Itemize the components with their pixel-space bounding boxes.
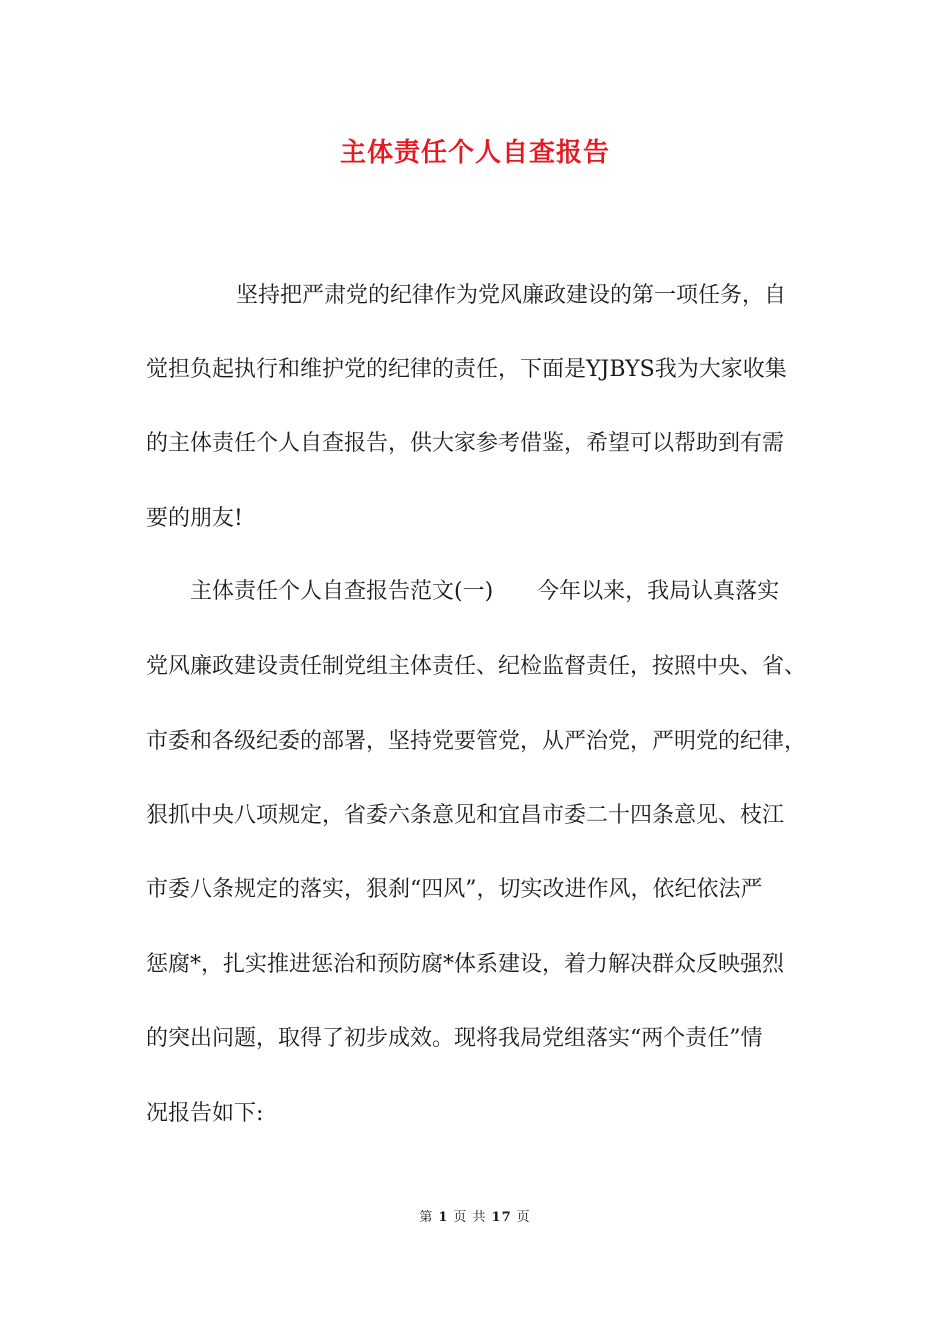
footer-prefix: 第 (419, 1210, 434, 1225)
body-line-5: 主体责任个人自查报告范文(一) 今年以来，我局认真落实 (190, 579, 780, 604)
body-line-10: 惩腐*，扎实推进惩治和预防腐*体系建设，着力解决群众反映强烈 (146, 952, 785, 977)
body-line-12: 况报告如下: (146, 1101, 264, 1126)
page-footer (0, 1208, 950, 1228)
footer-middle: 页 共 (453, 1210, 487, 1225)
document-title: 主体责任个人自查报告 (339, 138, 610, 168)
footer-total-pages: 17 (491, 1210, 512, 1225)
body-line-1: 坚持把严肃党的纪律作为党风廉政建设的第一项任务，自 (236, 283, 787, 308)
body-line-2: 觉担负起执行和维护党的纪律的责任，下面是YJBYS我为大家收集 (146, 357, 787, 382)
body-line-11: 的突出问题，取得了初步成效。现将我局党组落实“两个责任”情 (146, 1026, 763, 1051)
body-line-8: 狠抓中央八项规定，省委六条意见和宜昌市委二十四条意见、枝江 (146, 803, 785, 828)
body-line-7: 市委和各级纪委的部署，坚持党要管党，从严治党，严明党的纪律， (146, 729, 807, 754)
footer-page-number: 1 (438, 1210, 449, 1225)
body-line-4: 要的朋友! (146, 506, 243, 531)
footer-suffix: 页 (516, 1210, 531, 1225)
body-line-3: 的主体责任个人自查报告，供大家参考借鉴，希望可以帮助到有需 (146, 431, 785, 456)
body-line-9: 市委八条规定的落实，狠刹“四风”，切实改进作风，依纪依法严 (146, 877, 763, 902)
body-line-6: 党风廉政建设责任制党组主体责任、纪检监督责任，按照中央、省、 (146, 654, 807, 679)
